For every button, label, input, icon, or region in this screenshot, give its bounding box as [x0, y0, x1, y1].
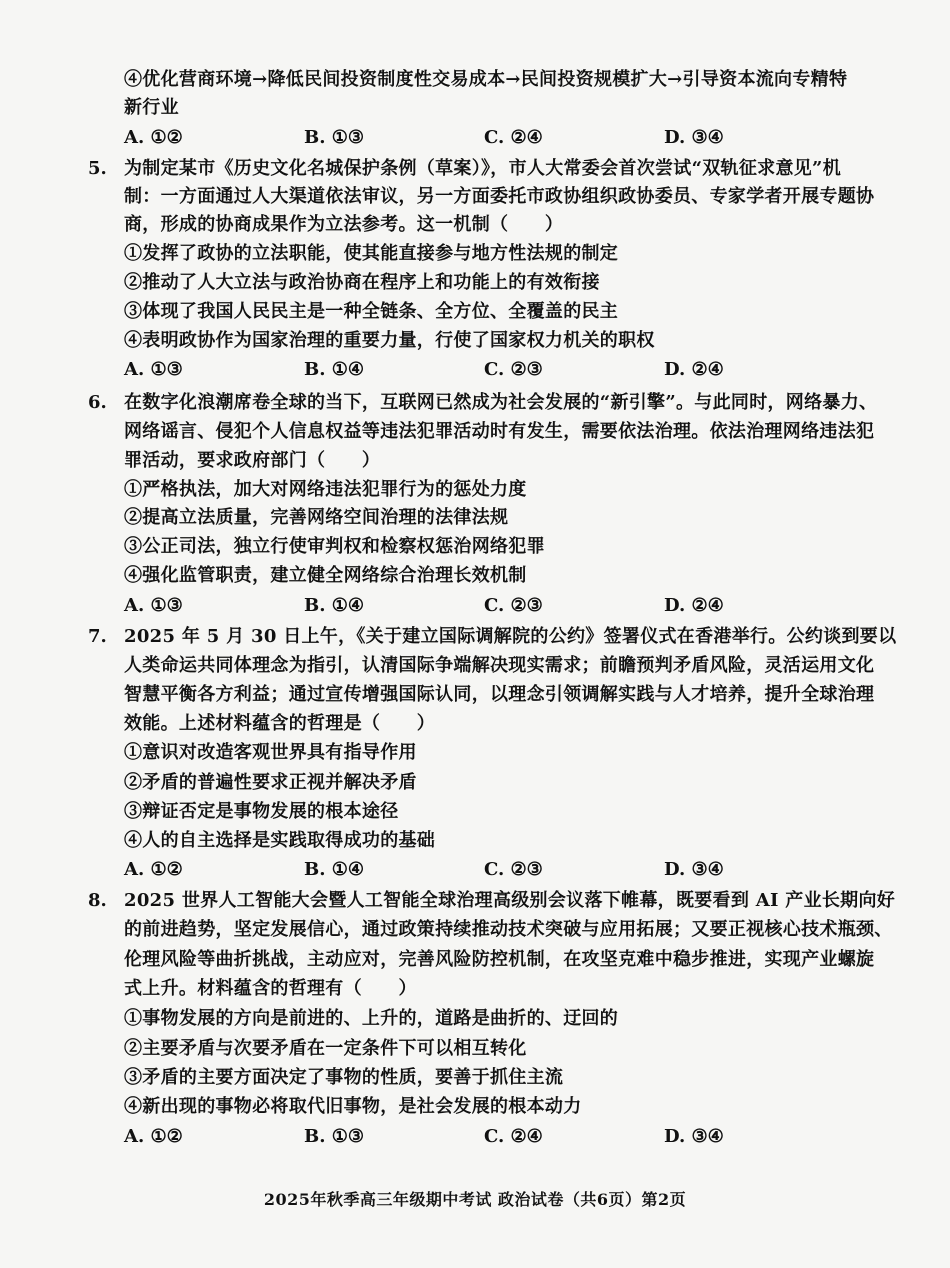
statement-item: ②推动了人大立法与政治协商在程序上和功能上的有效衔接 [124, 272, 600, 293]
option-b: B. ①④ [304, 595, 365, 616]
statement-item: ④人的自主选择是实践取得成功的基础 [124, 830, 436, 851]
question-stem-line: 效能。上述材料蕴含的哲理是（ ） [124, 713, 436, 734]
option-c: C. ②④ [484, 1126, 543, 1147]
option-d: D. ③④ [664, 859, 724, 880]
question-stem-line: 为制定某市《历史文化名城保护条例（草案）》，市人大常委会首次尝试“双轨征求意见”机 [124, 158, 842, 179]
question-stem-line: 伦理风险等曲折挑战，主动应对，完善风险防控机制，在攻坚克难中稳步推进，实现产业螺旋 [124, 949, 875, 970]
question-stem-line: 2025 年 5 月 30 日上午，《关于建立国际调解院的公约》签署仪式在香港举行。公约谈到要以 [124, 626, 897, 647]
option-b: B. ①④ [304, 859, 365, 880]
option-a: A. ①② [124, 859, 183, 880]
statement-item: ①严格执法，加大对网络违法犯罪行为的惩处力度 [124, 479, 527, 500]
question-number: 6. [88, 392, 107, 413]
question-stem-line: 制：一方面通过人大渠道依法审议，另一方面委托市政协组织政协委员、专家学者开展专题协 [124, 186, 875, 207]
option-b: B. ①③ [304, 1126, 365, 1147]
statement-item: ④新出现的事物必将取代旧事物，是社会发展的根本动力 [124, 1096, 582, 1117]
option-a: A. ①③ [124, 595, 183, 616]
question-stem-line: 2025 世界人工智能大会暨人工智能全球治理高级别会议落下帷幕，既要看到 AI 产业长期向好 [124, 890, 896, 911]
question-stem-line: 在数字化浪潮席卷全球的当下，互联网已然成为社会发展的“新引擎”。与此同时，网络暴力、 [124, 392, 878, 413]
page-footer: 2025年秋季高三年级期中考试 政治试卷（共6页）第2页 [263, 1190, 687, 1209]
option-d: D. ③④ [664, 1126, 724, 1147]
statement-item: ④表明政协作为国家治理的重要力量，行使了国家权力机关的职权 [124, 330, 655, 351]
question-stem-line: 智慧平衡各方利益；通过宣传增强国际认同，以理念引领调解实践与人才培养，提升全球治理 [124, 684, 875, 705]
question-number: 5. [88, 158, 107, 179]
option-b: B. ①③ [304, 127, 365, 148]
question-stem-line: 式上升。材料蕴含的哲理有（ ） [124, 978, 417, 999]
question-number: 8. [88, 890, 107, 911]
option-c: C. ②③ [484, 859, 543, 880]
option-c: C. ②③ [484, 595, 543, 616]
option-b: B. ①④ [304, 359, 365, 380]
statement-item: ②提高立法质量，完善网络空间治理的法律法规 [124, 507, 509, 528]
carryover-options [124, 125, 824, 151]
option-d: D. ③④ [664, 127, 724, 148]
carryover-line: 新行业 [124, 97, 179, 118]
question-stem-line: 网络谣言、侵犯个人信息权益等违法犯罪活动时有发生，需要依法治理。依法治理网络违法犯 [124, 421, 875, 442]
option-c: C. ②④ [484, 127, 543, 148]
statement-item: ②主要矛盾与次要矛盾在一定条件下可以相互转化 [124, 1038, 527, 1059]
option-c: C. ②③ [484, 359, 543, 380]
statement-item: ①事物发展的方向是前进的、上升的，道路是曲折的、迂回的 [124, 1008, 619, 1029]
carryover-line: ④优化营商环境→降低民间投资制度性交易成本→民间投资规模扩大→引导资本流向专精特 [124, 69, 848, 90]
statement-item: ④强化监管职责，建立健全网络综合治理长效机制 [124, 565, 527, 586]
answer-options [124, 1124, 824, 1150]
statement-item: ②矛盾的普遍性要求正视并解决矛盾 [124, 772, 417, 793]
statement-item: ③矛盾的主要方面决定了事物的性质，要善于抓住主流 [124, 1067, 564, 1088]
option-d: D. ②④ [664, 595, 724, 616]
question-stem-line: 的前进趋势，坚定发展信心，通过政策持续推动技术突破与应用拓展；又要正视核心技术瓶颈、 [124, 919, 893, 940]
option-a: A. ①② [124, 1126, 183, 1147]
answer-options [124, 357, 824, 383]
answer-options [124, 593, 824, 619]
statement-item: ①发挥了政协的立法职能，使其能直接参与地方性法规的制定 [124, 243, 619, 264]
question-stem-line: 罪活动，要求政府部门（ ） [124, 450, 381, 471]
option-a: A. ①③ [124, 359, 183, 380]
question-stem-line: 商，形成的协商成果作为立法参考。这一机制（ ） [124, 214, 564, 235]
option-a: A. ①② [124, 127, 183, 148]
statement-item: ③体现了我国人民民主是一种全链条、全方位、全覆盖的民主 [124, 301, 619, 322]
statement-item: ①意识对改造客观世界具有指导作用 [124, 742, 417, 763]
answer-options [124, 857, 824, 883]
question-number: 7. [88, 626, 107, 647]
statement-item: ③辩证否定是事物发展的根本途径 [124, 801, 399, 822]
option-d: D. ②④ [664, 359, 724, 380]
statement-item: ③公正司法，独立行使审判权和检察权惩治网络犯罪 [124, 536, 545, 557]
question-stem-line: 人类命运共同体理念为指引，认清国际争端解决现实需求；前瞻预判矛盾风险，灵活运用文化 [124, 655, 875, 676]
